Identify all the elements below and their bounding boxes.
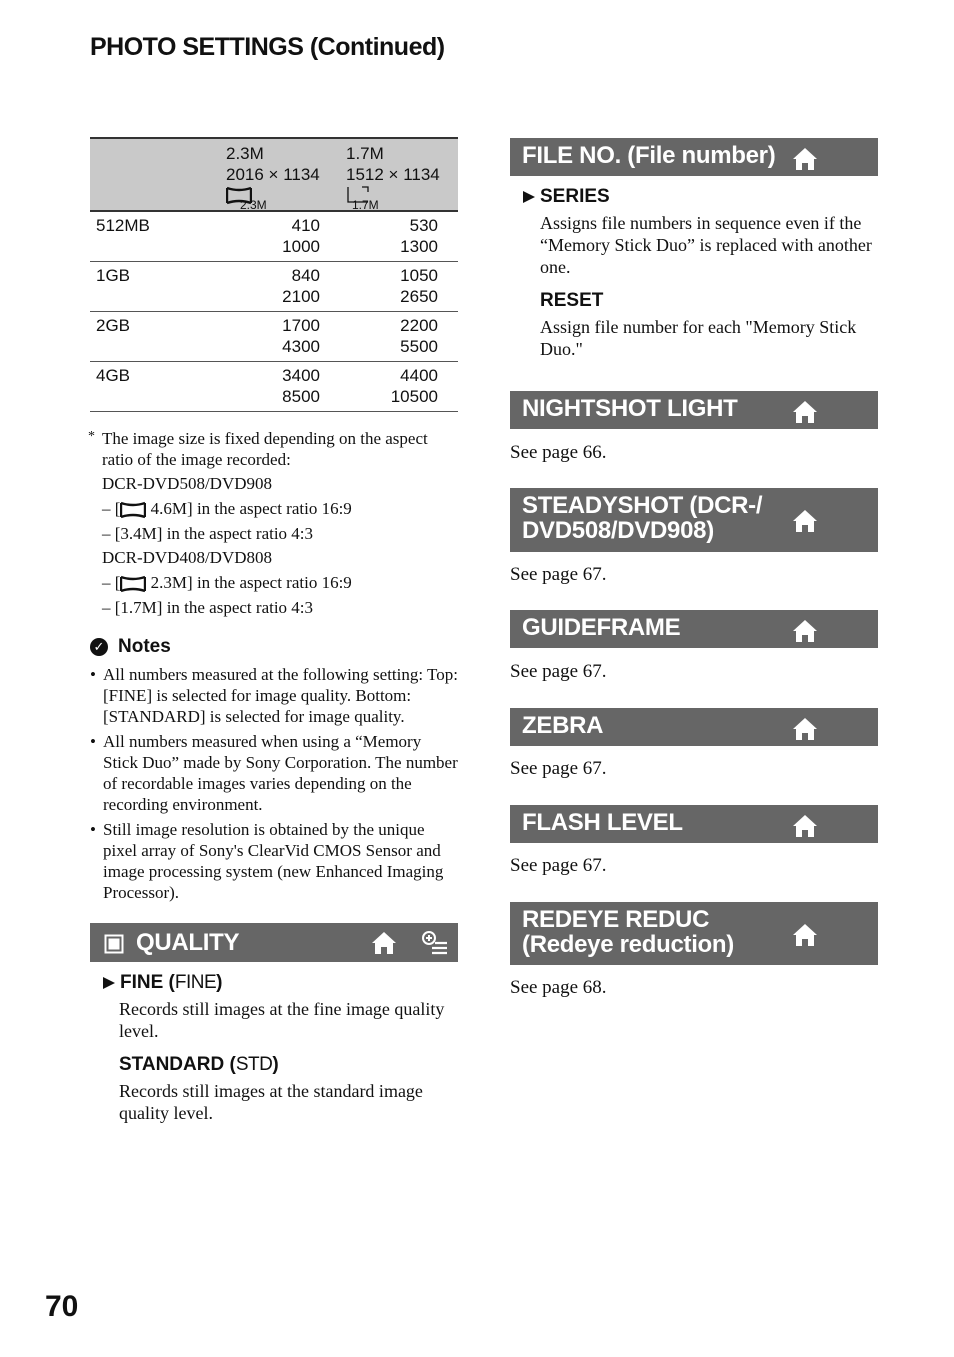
photo-size-standard-icon bbox=[346, 185, 452, 212]
column-header-2-3m bbox=[220, 138, 340, 211]
value-cell: 840 bbox=[291, 266, 320, 285]
notes-heading bbox=[90, 636, 458, 658]
fine-icon: FINE bbox=[174, 972, 217, 994]
home-icon bbox=[791, 716, 819, 742]
triangle-marker-icon bbox=[102, 976, 116, 990]
media-cell: 1GB bbox=[90, 262, 220, 312]
notes-list bbox=[90, 664, 458, 903]
value-cell: 1000 bbox=[282, 237, 320, 256]
value-cell: 10500 bbox=[390, 387, 438, 406]
page-title: PHOTO SETTINGS (Continued) bbox=[90, 33, 445, 61]
home-icon bbox=[791, 508, 819, 534]
reset-description: Assign file number for each "Memory Stick Duo." bbox=[540, 317, 857, 359]
right-column bbox=[510, 138, 878, 998]
section-title: QUALITY bbox=[136, 929, 240, 957]
triangle-marker-icon bbox=[522, 190, 536, 204]
aspect-line-prefix: – [ bbox=[102, 499, 121, 518]
aspect-line bbox=[90, 498, 458, 519]
guideframe-section-bar bbox=[510, 610, 878, 648]
column-resolution: 1512 × 1134 bbox=[346, 165, 440, 184]
table-row bbox=[90, 211, 458, 262]
photo-size-wide-icon bbox=[226, 185, 334, 212]
table-row bbox=[90, 262, 458, 312]
section-title-line: DVD508/DVD908) bbox=[522, 517, 714, 544]
see-page-text: See page 67. bbox=[510, 758, 607, 779]
section-title: ZEBRA bbox=[522, 712, 604, 739]
home-icon bbox=[791, 399, 819, 425]
aspect-line bbox=[90, 572, 458, 593]
photo-frame-icon bbox=[120, 501, 146, 519]
footnote-marker: * bbox=[88, 429, 95, 444]
section-title: NIGHTSHOT LIGHT bbox=[522, 395, 738, 422]
file-no-section-bar bbox=[510, 138, 878, 176]
fine-label: FINE ( bbox=[120, 972, 175, 994]
column-size: 1.7M bbox=[346, 144, 384, 163]
fine-label-close: ) bbox=[216, 972, 223, 994]
notes-icon: ✓ bbox=[90, 638, 108, 656]
section-title-line: REDEYE REDUC bbox=[522, 906, 710, 933]
value-cell: 530 bbox=[409, 216, 438, 235]
home-icon bbox=[791, 813, 819, 839]
see-page-text: See page 67. bbox=[510, 661, 607, 682]
value-cell: 410 bbox=[291, 216, 320, 235]
icon-caption: 1.7M bbox=[352, 198, 379, 212]
home-icon bbox=[791, 922, 819, 948]
media-cell: 512MB bbox=[90, 211, 220, 262]
aspect-line: – [3.4M] in the aspect ratio 4:3 bbox=[102, 524, 314, 544]
section-title-line: (Redeye reduction) bbox=[522, 931, 734, 958]
flash-level-section-bar bbox=[510, 805, 878, 843]
footnote-text: The image size is fixed depending on the aspect ratio of the image recorded: bbox=[102, 429, 428, 469]
quality-options bbox=[102, 972, 458, 1124]
value-cell: 2650 bbox=[400, 287, 438, 306]
personal-menu-icon bbox=[420, 930, 448, 956]
table-row bbox=[90, 362, 458, 412]
section-title-line: STEADYSHOT (DCR-/ bbox=[522, 492, 763, 519]
table-header-row bbox=[90, 138, 458, 211]
capacity-table bbox=[90, 137, 458, 412]
standard-label-close: ) bbox=[272, 1054, 279, 1076]
quality-section-bar bbox=[90, 923, 458, 962]
home-icon bbox=[791, 618, 819, 644]
column-header-1-7m bbox=[340, 138, 458, 211]
standard-description: Records still images at the standard image quality level. bbox=[119, 1081, 423, 1124]
series-option bbox=[522, 186, 878, 208]
value-cell: 3400 bbox=[282, 366, 320, 385]
aspect-line: – [1.7M] in the aspect ratio 4:3 bbox=[102, 598, 314, 618]
footnote bbox=[90, 428, 458, 618]
standard-icon: STD bbox=[235, 1054, 273, 1076]
section-title: FILE NO. (File number) bbox=[522, 142, 776, 169]
see-page-text: See page 68. bbox=[510, 977, 607, 998]
section-title: GUIDEFRAME bbox=[522, 614, 681, 641]
standard-option bbox=[119, 1054, 458, 1076]
see-page-text: See page 66. bbox=[510, 442, 607, 463]
standard-label: STANDARD ( bbox=[119, 1054, 236, 1076]
value-cell: 2200 bbox=[400, 316, 438, 335]
model-name: DCR-DVD508/DVD908 bbox=[102, 474, 272, 493]
fine-description: Records still images at the fine image quality level. bbox=[119, 999, 445, 1042]
notes-title: Notes bbox=[118, 636, 171, 658]
home-icon bbox=[791, 146, 819, 172]
value-cell: 4300 bbox=[282, 337, 320, 356]
aspect-line-prefix: – [ bbox=[102, 573, 121, 593]
media-cell: 4GB bbox=[90, 362, 220, 412]
icon-caption: 2.3M bbox=[240, 198, 267, 212]
column-resolution: 2016 × 1134 bbox=[226, 165, 320, 184]
section-title: FLASH LEVEL bbox=[522, 809, 683, 836]
quality-menu-icon bbox=[104, 934, 124, 954]
series-description: Assigns file numbers in sequence even if the “Memory Stick Duo” is replaced with another one. bbox=[540, 213, 872, 277]
file-no-options bbox=[522, 186, 878, 360]
value-cell: 1700 bbox=[282, 316, 320, 335]
column-size: 2.3M bbox=[226, 144, 264, 163]
media-cell: 2GB bbox=[90, 312, 220, 362]
aspect-line-text: 4.6M] in the aspect ratio 16:9 bbox=[146, 499, 352, 518]
page-number: 70 bbox=[45, 1290, 79, 1323]
value-cell: 2100 bbox=[282, 287, 320, 306]
reset-option: RESET bbox=[540, 290, 604, 311]
list-item: • Still image resolution is obtained by the unique pixel array of Sony's ClearVid CMOS Sensor and image processing system (new Enhanced Imaging Processor). bbox=[90, 819, 458, 903]
home-icon bbox=[370, 930, 398, 956]
see-page-text: See page 67. bbox=[510, 855, 607, 876]
value-cell: 4400 bbox=[400, 366, 438, 385]
zebra-section-bar bbox=[510, 708, 878, 746]
fine-option bbox=[102, 972, 458, 994]
see-page-text: See page 67. bbox=[510, 564, 607, 585]
table-row bbox=[90, 312, 458, 362]
value-cell: 8500 bbox=[282, 387, 320, 406]
series-label: SERIES bbox=[540, 186, 610, 207]
aspect-line-text: 2.3M] in the aspect ratio 16:9 bbox=[146, 573, 352, 593]
list-item: • All numbers measured when using a “Memory Stick Duo” made by Sony Corporation. The number of recordable images varies depending on the recording environment. bbox=[90, 731, 458, 815]
nightshot-light-section-bar bbox=[510, 391, 878, 429]
redeye-reduc-section-bar bbox=[510, 902, 878, 965]
photo-frame-icon bbox=[120, 575, 146, 593]
list-item: • All numbers measured at the following setting: Top: [FINE] is selected for image quality. Bottom: [STANDARD] is selected for image quality. bbox=[90, 664, 458, 727]
left-column bbox=[90, 137, 458, 1124]
value-cell: 5500 bbox=[400, 337, 438, 356]
value-cell: 1300 bbox=[400, 237, 438, 256]
model-name: DCR-DVD408/DVD808 bbox=[102, 548, 272, 568]
value-cell: 1050 bbox=[400, 266, 438, 285]
steadyshot-section-bar bbox=[510, 488, 878, 552]
